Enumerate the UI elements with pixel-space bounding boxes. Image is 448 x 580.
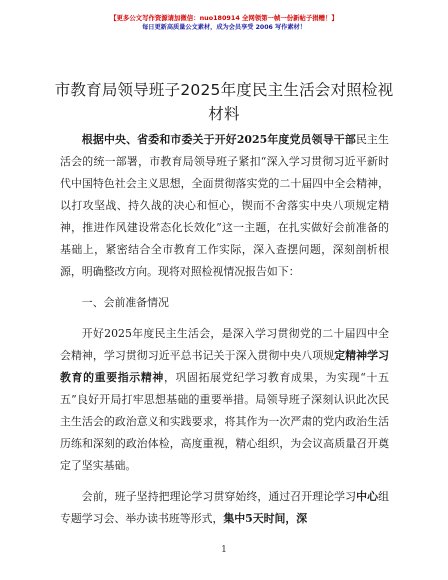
document-title: 市教育局领导班子2025年度民主生活会对照检视材料: [54, 81, 394, 123]
banner-line-1: 【更多公文写作资源请加微信：nuo180914 全网领第一帧一份新帖子捐赠！】: [110, 14, 338, 22]
document-body: [60, 129, 389, 530]
intro-rest: 民主生活会的统一部署，市教育局领导班子紧扣“深入学习贯彻习近平新时代中国特色社会主义思想，全面贯彻落实党的二十届四中全会精神，以打攻坚战、持久战的决心和恒心，锲而不舍落实中央八项规定精神，推进作风建设常态化长效化”这一主题，在扎实做好会前准备的基础上，紧密结合全市教育工作实际，深入查摆问题，深刻剖析根源，明确整改方向。现将对照检视情况报告如下：: [60, 133, 389, 278]
study-text-bold-1: 中心: [356, 490, 379, 503]
paragraph-intro: [60, 129, 389, 283]
page-number: 1: [221, 545, 227, 555]
study-text-1: 会前，班子坚持把理论学习贯穿始终，通过召开理论学习: [81, 490, 357, 503]
section-heading-preparation: 一、会前准备情况: [81, 296, 169, 309]
study-text-bold-2: 集中5天时间，深: [223, 512, 308, 525]
intro-lead: 根据中央、省委和市委关于开好2025年度党员领导干部: [81, 133, 356, 146]
header-banner: [0, 13, 448, 33]
study-text-2: 组专题学习会、举办读书班等形式，: [60, 490, 389, 525]
prep-text-2: ，巩固拓展党纪学习教育成果，为实现“十五五”良好开局打牢思想基础的重要举措。局领导班子深刻认识此次民主生活会的政治意义和实践要求，将其作为一次严肃的党内政治生活历练和深刻的政治体检，高度重视，精心组织，为会议高质量召开奠定了坚实基础。: [60, 371, 389, 472]
paragraph-study: [60, 486, 389, 530]
prep-text-bold: 定精神学习教育的重要指示精神: [60, 349, 389, 384]
paragraph-preparation: [60, 323, 389, 477]
prep-text-1: 开好2025年度民主生活会，是深入学习贯彻党的二十届四中全会精神，学习贯彻习近平总书记关于深入贯彻中央八项规: [60, 327, 389, 362]
banner-line-2: 每日更新高质量公文素材，成为会员享受 2006 写作素材！: [142, 24, 306, 31]
